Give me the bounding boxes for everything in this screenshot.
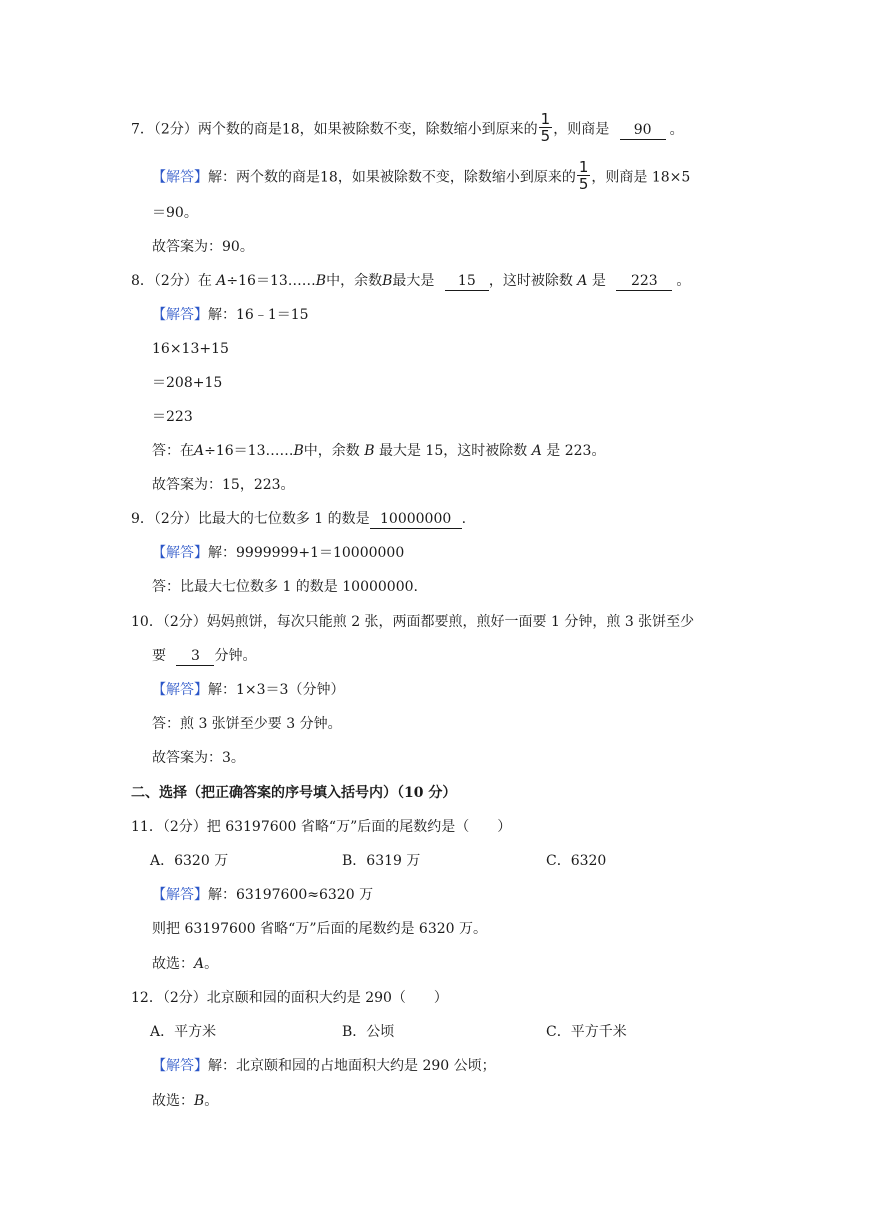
solution-9-answer: 答：比最大七位数多 1 的数是 10000000. — [152, 579, 418, 595]
solution-tag: 【解答】 — [152, 307, 208, 323]
solution-text: 解：1×3＝3（分钟） — [208, 682, 345, 698]
question-10-stem-line-1 — [131, 612, 694, 632]
question-text: 妈妈煎饼，每次只能煎 2 张，两面都要煎，煎好一面要 1 分钟，煎 3 张饼至少 — [206, 614, 695, 630]
solution-7-line-2: ＝90。 — [152, 205, 198, 221]
question-number: 10． — [131, 614, 163, 630]
question-score: （2分） — [153, 121, 198, 138]
solution-text: 最大是 15，这时被除数 — [378, 443, 528, 459]
selected-option: A — [194, 956, 205, 972]
solution-7-final: 故答案为：90。 — [152, 239, 254, 255]
question-text: 比最大的七位数多 1 的数是 — [197, 511, 370, 527]
solution-8-answer — [152, 441, 605, 461]
solution-text: 解：9999999+1＝10000000 — [208, 545, 405, 561]
question-9-stem — [131, 509, 466, 529]
question-text: ÷16＝13…… — [226, 273, 316, 289]
fraction — [539, 111, 553, 144]
solution-text: 是 223。 — [546, 443, 606, 459]
question-number: 9． — [131, 511, 154, 527]
fraction — [577, 159, 591, 192]
variable: B — [382, 273, 393, 289]
question-number: 12． — [131, 990, 163, 1006]
solution-tag: 【解答】 — [152, 887, 208, 903]
option-c: C．6320 — [546, 853, 607, 869]
solution-11-line-1 — [152, 885, 373, 905]
question-text: 是 — [591, 273, 606, 289]
question-text: 两个数的商是18，如果被除数不变，除数缩小到原来的 — [197, 121, 538, 138]
solution-7-line-1 — [152, 158, 691, 194]
solution-text: 故选： — [152, 1093, 194, 1109]
solution-text: ，则商是 18×5 — [591, 169, 691, 186]
question-score: （2分） — [162, 990, 207, 1006]
variable: B — [315, 273, 327, 289]
question-text: 中，余数 — [326, 273, 383, 289]
question-text: 。 — [669, 121, 684, 138]
solution-10-line-1 — [152, 680, 344, 700]
solution-8-line-1 — [152, 305, 309, 325]
answer-blank: 10000000 — [370, 510, 462, 529]
question-11-stem — [131, 817, 511, 837]
variable: A — [577, 273, 588, 289]
fraction-numerator: 1 — [578, 158, 589, 176]
question-text: 北京颐和园的面积大约是 290（ ） — [206, 990, 448, 1006]
solution-12-final — [152, 1091, 218, 1111]
variable: B — [293, 443, 304, 459]
fraction-numerator: 1 — [540, 110, 551, 128]
solution-text: 答：在 — [152, 443, 194, 459]
solution-text: 。 — [204, 1093, 219, 1109]
variable: A — [194, 443, 205, 459]
solution-tag: 【解答】 — [152, 545, 208, 561]
option-c: C．平方千米 — [546, 1024, 627, 1040]
solution-11-final — [152, 954, 218, 974]
solution-text: 故选： — [152, 956, 194, 972]
solution-8-final: 故答案为：15，223。 — [152, 477, 295, 493]
question-text: 。 — [676, 273, 691, 289]
question-text: 最大是 — [392, 273, 435, 289]
solution-8-line-2: 16×13+15 — [152, 341, 229, 357]
question-score: （2分） — [153, 273, 198, 289]
option-a: A．6320 万 — [150, 853, 229, 869]
solution-text: ÷16＝13…… — [204, 443, 294, 459]
section-heading: 二、选择（把正确答案的序号填入括号内）（10 分） — [131, 785, 457, 801]
option-b: B．6319 万 — [342, 853, 421, 869]
question-number: 8． — [131, 273, 154, 289]
solution-10-answer: 答：煎 3 张饼至少要 3 分钟。 — [152, 716, 342, 732]
solution-10-final: 故答案为：3。 — [152, 750, 245, 766]
option-b: B．公顷 — [342, 1024, 395, 1040]
solution-tag: 【解答】 — [152, 169, 208, 186]
answer-blank-1: 15 — [445, 272, 489, 291]
question-7-stem — [131, 110, 684, 146]
question-score: （2分） — [162, 614, 207, 630]
solution-text: 中，余数 — [303, 443, 360, 459]
variable: A — [216, 273, 227, 289]
question-text: ，则商是 — [553, 121, 610, 138]
solution-9-line-1 — [152, 543, 404, 563]
question-10-stem-line-2 — [152, 646, 256, 666]
solution-text: 解：两个数的商是18，如果被除数不变，除数缩小到原来的 — [208, 169, 576, 186]
fraction-denominator: 5 — [578, 175, 589, 193]
answer-blank: 90 — [620, 121, 666, 140]
solution-8-line-3: ＝208+15 — [152, 375, 223, 391]
question-score: （2分） — [162, 819, 207, 835]
question-text: . — [461, 511, 467, 527]
question-text: 把 63197600 省略“万”后面的尾数约是（ ） — [206, 819, 512, 835]
solution-tag: 【解答】 — [152, 682, 208, 698]
answer-blank: 3 — [176, 647, 214, 666]
question-score: （2分） — [153, 511, 198, 527]
question-text: ，这时被除数 — [488, 273, 573, 289]
question-number: 7． — [131, 121, 154, 138]
variable: B — [364, 443, 375, 459]
question-text: 在 — [197, 273, 212, 289]
solution-tag: 【解答】 — [152, 1058, 208, 1074]
solution-12-line-1 — [152, 1056, 496, 1076]
option-a: A．平方米 — [150, 1024, 217, 1040]
solution-text: 解：16﹣1＝15 — [208, 307, 309, 323]
answer-blank-2: 223 — [616, 272, 672, 291]
fraction-denominator: 5 — [540, 127, 551, 145]
question-text: 分钟。 — [214, 648, 257, 664]
solution-text: 解：北京颐和园的占地面积大约是 290 公顷； — [208, 1058, 496, 1074]
question-text: 要 — [152, 648, 166, 664]
solution-text: 解：63197600≈6320 万 — [208, 887, 374, 903]
solution-8-line-4: ＝223 — [152, 409, 193, 425]
solution-text: 。 — [204, 956, 219, 972]
question-8-stem — [131, 271, 690, 291]
solution-11-line-2: 则把 63197600 省略“万”后面的尾数约是 6320 万。 — [152, 921, 488, 937]
question-12-stem — [131, 988, 448, 1008]
selected-option: B — [194, 1093, 205, 1109]
question-number: 11． — [131, 819, 163, 835]
variable: A — [531, 443, 542, 459]
